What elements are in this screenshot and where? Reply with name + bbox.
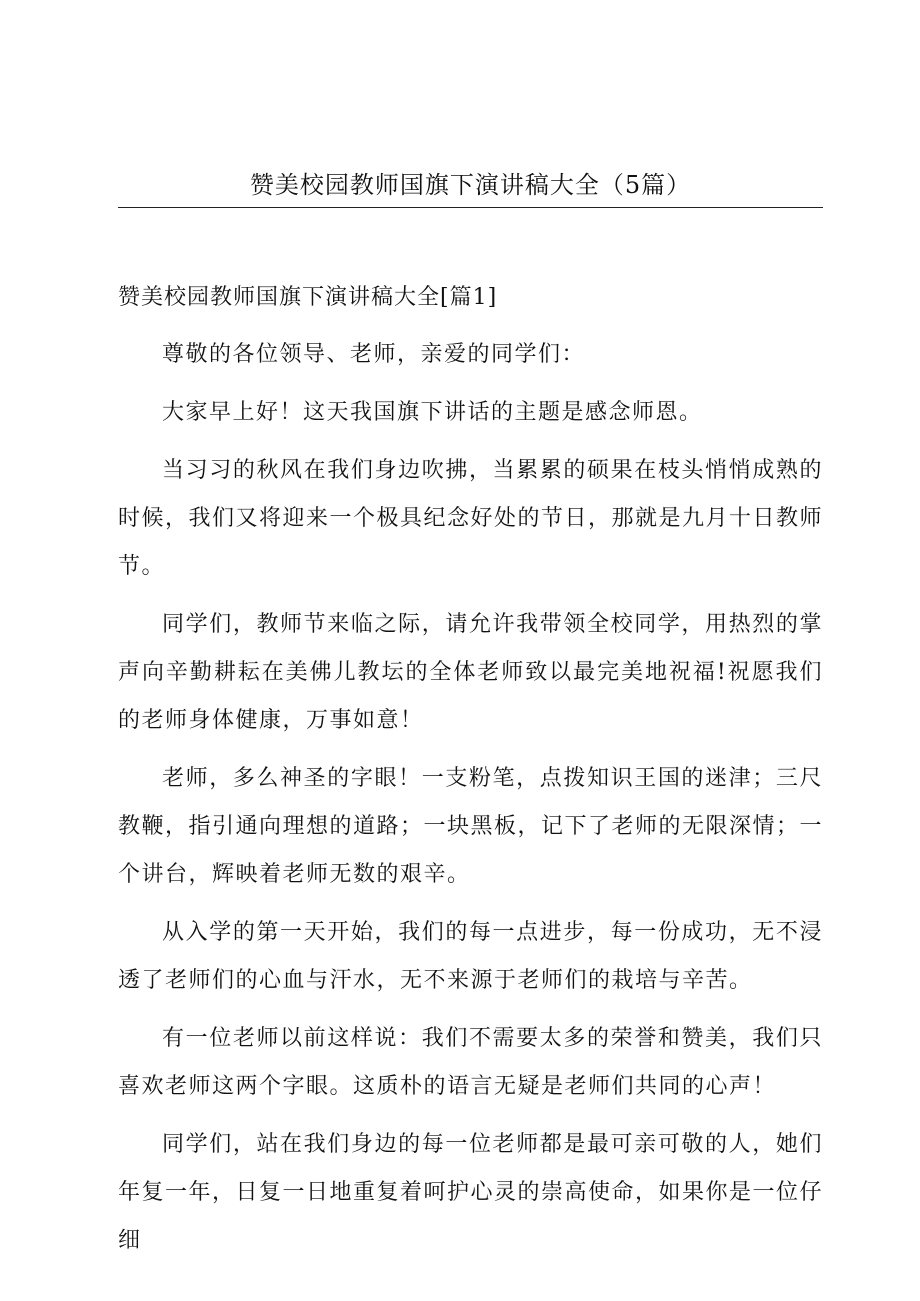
paragraph: 同学们，教师节来临之际，请允许我带领全校同学，用热烈的掌声向辛勤耕耘在美佛儿教坛的全体老师致以最完美地祝福!祝愿我们的老师身体健康，万事如意！ [118,612,823,733]
paragraph: 老师，多么神圣的字眼！一支粉笔，点拨知识王国的迷津；三尺教鞭，指引通向理想的道路；一块黑板，记下了老师的无限深情；一个讲台，辉映着老师无数的艰辛。 [118,766,824,887]
paragraph: 大家早上好！这天我国旗下讲话的主题是感念师恩。 [162,400,703,425]
paragraph: 当习习的秋风在我们身边吹拂，当累累的硕果在枝头悄悄成熟的时候，我们又将迎来一个极具纪念好处的节日，那就是九月十日教师节。 [118,458,824,579]
document-title: 赞美校园教师国旗下演讲稿大全（5篇） [249,171,692,199]
paragraph: 尊敬的各位领导、老师，亲爱的同学们： [162,342,586,367]
paragraph: 从入学的第一天开始，我们的每一点进步，每一份成功，无不浸透了老师们的心血与汗水，无不来源于老师们的栽培与辛苦。 [118,920,823,993]
title-underline [118,207,823,208]
paragraph: 同学们，站在我们身边的每一位老师都是最可亲可敬的人，她们年复一年，日复一日地重复着呵护心灵的崇高使命，如果你是一位仔细 [118,1132,824,1253]
paragraph: 有一位老师以前这样说：我们不需要太多的荣誉和赞美，我们只喜欢老师这两个字眼。这质朴的语言无疑是老师们共同的心声！ [118,1026,823,1099]
document-body [118,331,823,1275]
section-heading: 赞美校园教师国旗下演讲稿大全[篇1] [118,285,498,310]
